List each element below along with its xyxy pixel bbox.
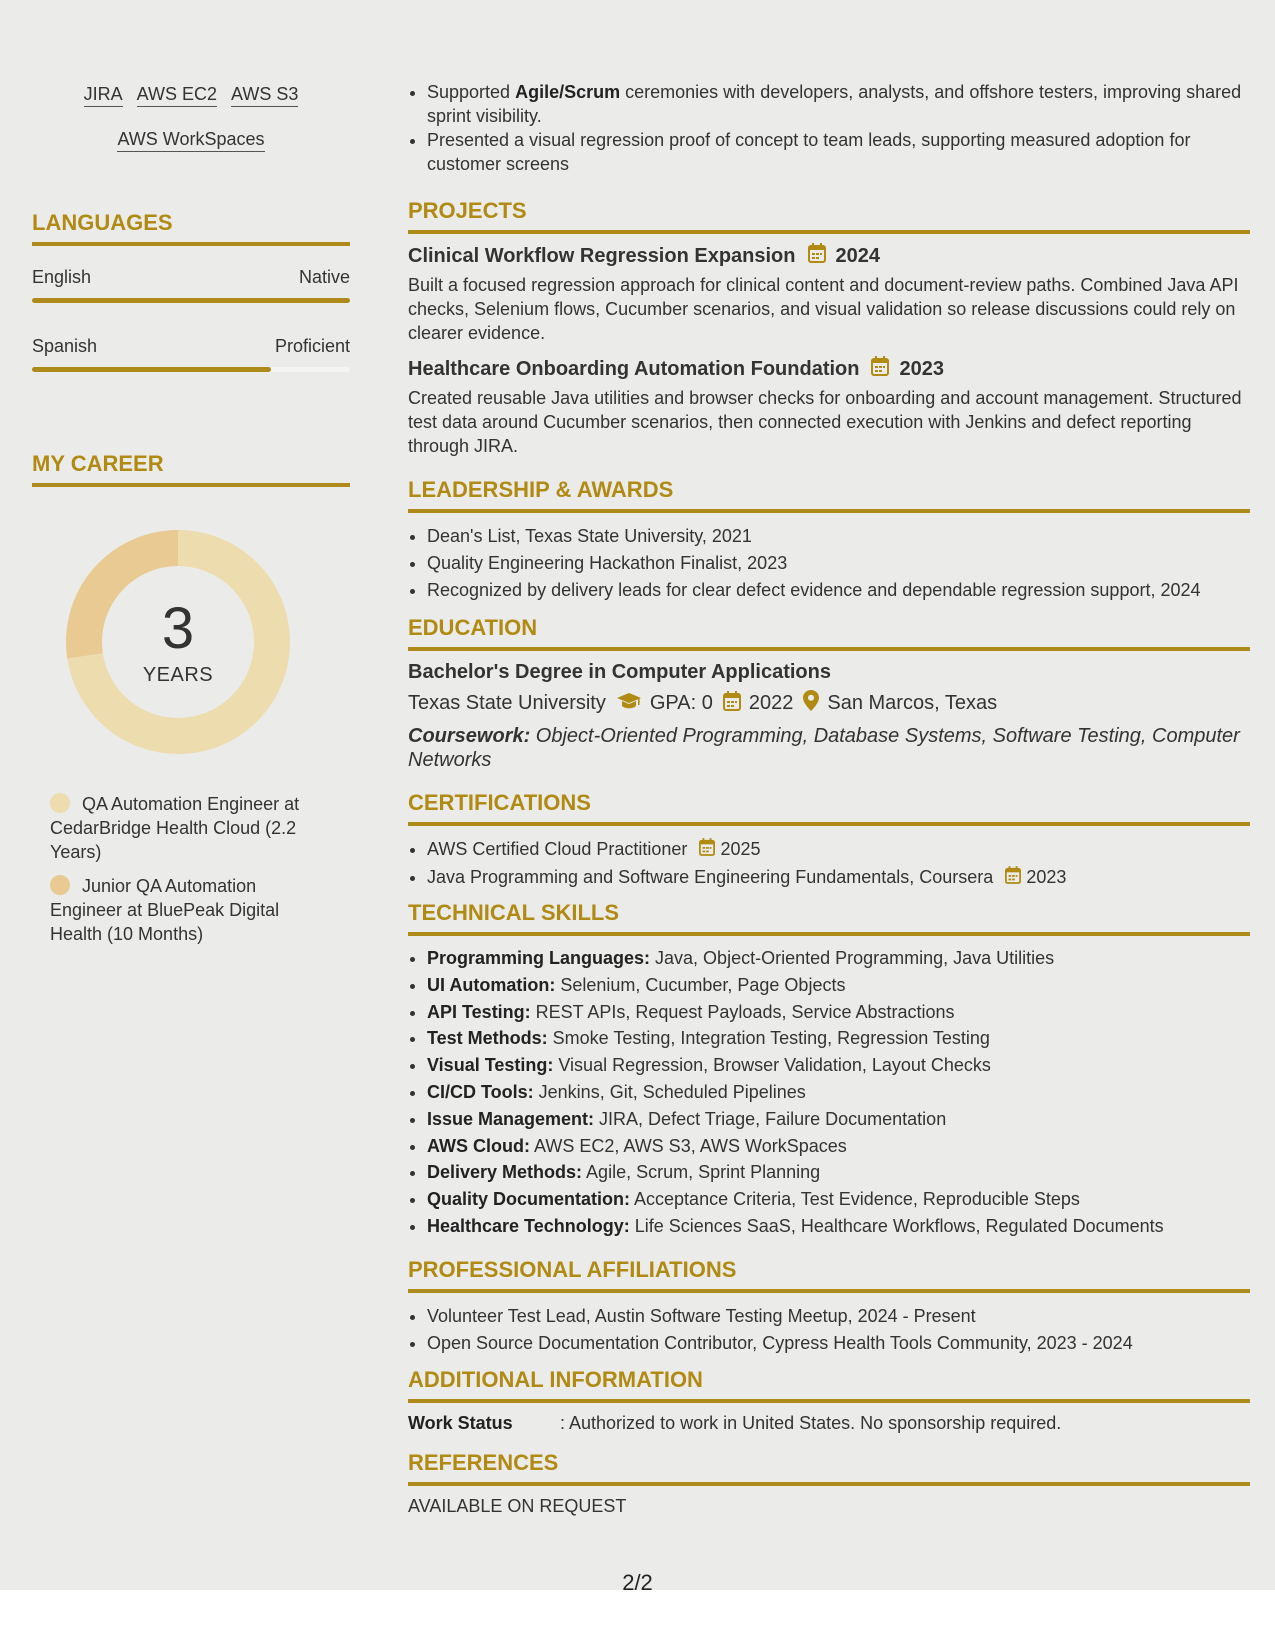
section-title: CERTIFICATIONS: [408, 790, 1250, 826]
gpa: GPA: 0: [649, 692, 713, 714]
graduation-year: 2022: [748, 692, 794, 714]
certifications-section: [408, 790, 1250, 892]
legend-dot: [50, 793, 70, 813]
work-status-label: Work Status: [408, 1413, 513, 1433]
section-title: LEADERSHIP & AWARDS: [408, 477, 1250, 513]
leadership-section: [408, 477, 1250, 604]
skill-item: • Programming Languages: Java, Object-Oriented Programming, Java Utilities: [427, 945, 1250, 972]
project-year: 2023: [899, 357, 944, 380]
section-title: REFERENCES: [408, 1450, 1250, 1486]
skill-item: • Test Methods: Smoke Testing, Integration Testing, Regression Testing: [427, 1025, 1250, 1052]
skill-item: • CI/CD Tools: Jenkins, Git, Scheduled Pipelines: [427, 1079, 1250, 1106]
legend-item: [50, 874, 330, 946]
project-year: 2024: [835, 244, 880, 267]
school-location: San Marcos, Texas: [827, 692, 998, 714]
language-spanish: [32, 336, 350, 372]
section-title: TECHNICAL SKILLS: [408, 900, 1250, 936]
legend-item: [50, 792, 330, 864]
school-name: Texas State University: [408, 692, 606, 714]
career-section: [32, 451, 350, 487]
calendar-icon: [871, 356, 889, 382]
skill-item: • AWS Cloud: AWS EC2, AWS S3, AWS WorkSpaces: [427, 1133, 1250, 1160]
language-bar: [32, 367, 350, 372]
certification-item: • Java Programming and Software Engineering Fundamentals, Coursera 2023: [427, 864, 1250, 892]
skill-tag: AWS WorkSpaces: [117, 129, 264, 152]
skill-tags-row: [32, 84, 350, 107]
coursework-list: Object-Oriented Programming, Database Systems, Software Testing, Computer Networks: [408, 725, 1240, 771]
page-number: 2/2: [622, 1570, 653, 1595]
skill-item: • Healthcare Technology: Life Sciences SaaS, Healthcare Workflows, Regulated Documents: [427, 1213, 1250, 1240]
skill-item: • API Testing: REST APIs, Request Payloads, Service Abstractions: [427, 999, 1250, 1026]
references-text: AVAILABLE ON REQUEST: [408, 1496, 627, 1516]
section-title: LANGUAGES: [32, 210, 350, 246]
education-details: [408, 690, 1250, 717]
languages-section: [32, 210, 350, 246]
section-title: EDUCATION: [408, 615, 1250, 651]
calendar-icon: [723, 691, 741, 717]
affiliation-item: • Volunteer Test Lead, Austin Software Testing Meetup, 2024 - Present: [427, 1303, 1250, 1330]
calendar-icon: [1005, 865, 1021, 892]
award-item: • Recognized by delivery leads for clear defect evidence and dependable regression support, 2024: [427, 577, 1250, 604]
award-item: • Dean's List, Texas State University, 2021: [427, 523, 1250, 550]
work-status-value: : Authorized to work in United States. No sponsorship required.: [560, 1413, 1062, 1433]
project-item: [408, 243, 1250, 345]
certification-year: 2023: [1026, 866, 1067, 887]
skill-tag: AWS EC2: [137, 84, 217, 107]
skill-item: • Visual Testing: Visual Regression, Browser Validation, Layout Checks: [427, 1052, 1250, 1079]
language-english: [32, 267, 350, 303]
legend-dot: [50, 875, 70, 895]
section-title: ADDITIONAL INFORMATION: [408, 1367, 1250, 1403]
coursework: [408, 724, 1250, 772]
certifications-list: [408, 836, 1250, 892]
skill-tag: AWS S3: [231, 84, 298, 107]
project-description: Created reusable Java utilities and browser checks for onboarding and account management. Structured test data around Cucumber scenarios, then connected execution with Jenkins and defect reporting through JIRA.: [408, 388, 1242, 456]
language-bar-fill: [32, 298, 350, 303]
projects-section: [408, 198, 1250, 458]
additional-info-section: [408, 1367, 1250, 1434]
language-bar: [32, 298, 350, 303]
certification-year: 2025: [720, 839, 761, 859]
project-name: Clinical Workflow Regression Expansion: [408, 244, 796, 267]
language-name: Spanish: [32, 336, 98, 356]
skill-item: • Issue Management: JIRA, Defect Triage, Failure Documentation: [427, 1106, 1250, 1133]
legend-text: QA Automation Engineer at CedarBridge Health Cloud (2.2 Years): [50, 794, 300, 862]
skills-list: [408, 945, 1250, 1240]
skill-item: • Delivery Methods: Agile, Scrum, Sprint Planning: [427, 1159, 1250, 1186]
affiliations-section: [408, 1257, 1250, 1357]
certification-item: • AWS Certified Cloud Practitioner 2025: [427, 836, 1250, 864]
language-level: Native: [298, 267, 350, 287]
graduation-cap-icon: [616, 692, 642, 716]
skill-item: • UI Automation: Selenium, Cucumber, Page Objects: [427, 972, 1250, 999]
affiliations-list: [408, 1303, 1250, 1357]
section-title: MY CAREER: [32, 451, 350, 487]
degree-title: Bachelor's Degree in Computer Applications: [408, 661, 831, 683]
language-level: Proficient: [274, 336, 350, 356]
career-legend: [50, 792, 330, 956]
calendar-icon: [808, 243, 826, 269]
education-section: [408, 615, 1250, 772]
coursework-label: Coursework:: [408, 725, 531, 747]
career-donut-chart: [66, 530, 290, 754]
calendar-icon: [699, 837, 715, 864]
references-section: [408, 1450, 1250, 1517]
legend-text: Junior QA Automation Engineer at BluePeak Digital Health (10 Months): [50, 876, 280, 944]
bullet-item: • Presented a visual regression proof of concept to team leads, supporting measured adoption for customer screens: [427, 128, 1269, 176]
technical-skills-section: [408, 900, 1250, 1240]
language-name: English: [32, 267, 92, 287]
project-description: Built a focused regression approach for clinical content and document-review paths. Combined Java API checks, Selenium flows, Cucumber scenarios, and visual validation so release discussions could rely on clearer evidence.: [408, 275, 1239, 343]
skill-tags-row: [32, 129, 350, 152]
section-title: PROFESSIONAL AFFILIATIONS: [408, 1257, 1250, 1293]
skill-tag: JIRA: [84, 84, 123, 107]
years-number: 3: [161, 596, 195, 661]
language-bar-fill: [32, 367, 271, 372]
location-pin-icon: [803, 690, 819, 717]
project-name: Healthcare Onboarding Automation Foundation: [408, 357, 860, 380]
skill-item: • Quality Documentation: Acceptance Criteria, Test Evidence, Reproducible Steps: [427, 1186, 1250, 1213]
work-status-row: [408, 1413, 1250, 1434]
project-item: [408, 356, 1250, 458]
years-label: YEARS: [142, 664, 214, 686]
award-item: • Quality Engineering Hackathon Finalist, 2023: [427, 550, 1250, 577]
experience-bullets: [408, 80, 1269, 176]
bullet-item: • Supported Agile/Scrum ceremonies with developers, analysts, and offshore testers, improving shared sprint visibility.: [427, 80, 1269, 128]
leadership-list: [408, 523, 1250, 604]
section-title: PROJECTS: [408, 198, 1250, 234]
affiliation-item: • Open Source Documentation Contributor, Cypress Health Tools Community, 2023 - 2024: [427, 1330, 1250, 1357]
